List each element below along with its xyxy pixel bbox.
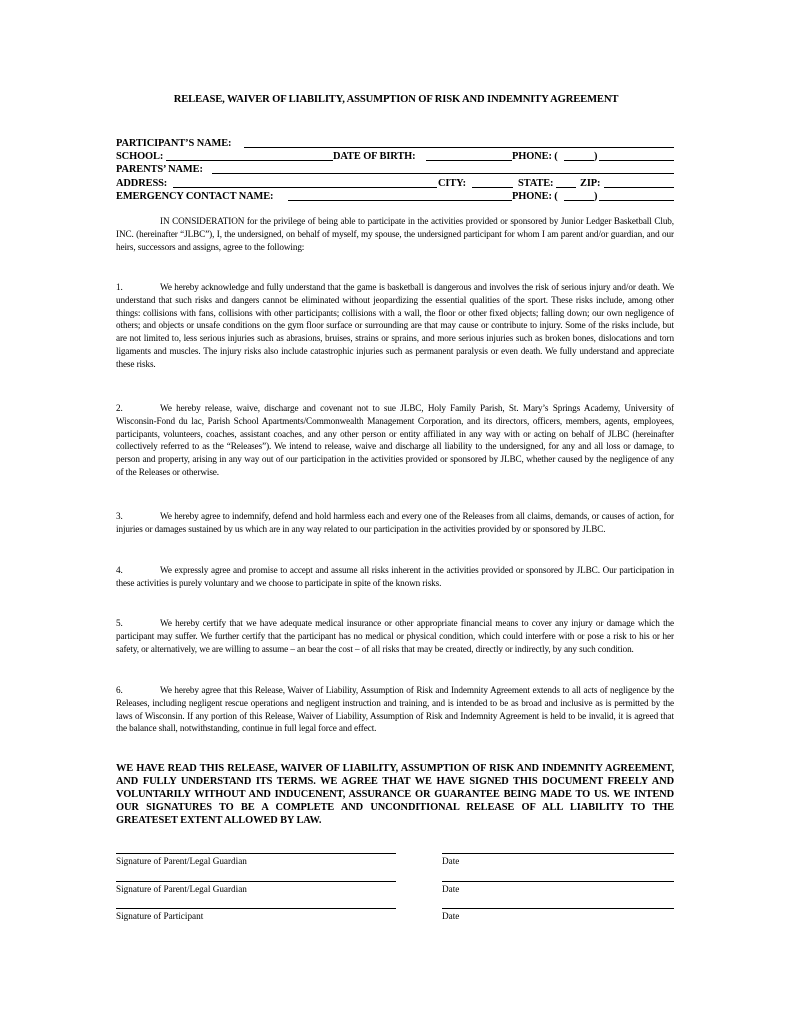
clause-6: [116, 684, 674, 735]
participant-info-form: [116, 137, 674, 203]
signature-label: Signature of Parent/Legal Guardian: [116, 856, 247, 866]
clause-5: [116, 617, 674, 655]
clause-2: [116, 402, 674, 479]
address-row: [116, 177, 674, 190]
participant-name-field[interactable]: [244, 147, 674, 148]
clause-text: We hereby agree that this Release, Waiver of Liability, Assumption of Risk and Indemnity Agreement extends to all acts of negligence by the Releases, including negligent rescue operations and negligent instruction and training, and is intended to be as broad and inclusive as is permitted by the laws of Wisconsin. If any portion of this Release, Waiver of Liability, Assumption of Risk and Indemnity Agreement is held to be invalid, it is agreed that the balance shall, notwithstanding, continue in full legal force and effect.: [116, 685, 674, 734]
document-title: RELEASE, WAIVER OF LIABILITY, ASSUMPTION OF RISK AND INDEMNITY AGREEMENT: [173, 94, 619, 105]
intro-paragraph: IN CONSIDERATION for the privilege of being able to participate in the activities provided or sponsored by Junior Ledger Basketball Club, INC. (hereinafter “JLBC”), I, the undersigned, on behalf of myself, my spouse, the undersigned participant for whom I am parent and/or guardian, and our heirs, successors and assigns, agree to the following:: [116, 216, 674, 252]
date-label: Date: [442, 911, 460, 921]
signature-label: Signature of Participant: [116, 911, 204, 921]
address-field[interactable]: [173, 187, 437, 188]
parents-name-row: [116, 163, 674, 176]
address-label: ADDRESS:: [116, 177, 168, 189]
signature-line[interactable]: [116, 853, 396, 854]
date-of-birth-label: DATE OF BIRTH:: [333, 151, 416, 163]
clause-1: [116, 281, 674, 371]
signature-line[interactable]: [116, 908, 396, 909]
clause-text: We hereby release, waive, discharge and covenant not to sue JLBC, Holy Family Parish, St. Mary’s Springs Academy, University of Wisconsin-Fond du lac, Parish School Apartments/Commonwealth Management Corporation, and its directors, officers, members, agents, employees, participants, volunteers, coaches, assistant coaches, and any other person or entity affiliated in any way with or acting on behalf of JLBC (hereinafter collectively referred to as the “Releases”). We intend to release, waive and discharge all liability to the undersigned, for any and all loss or damage, to person and property, arising in any way out of our participation in the activities provided or sponsored by JLBC, whether caused by the negligence of any of the Releases or otherwise.: [116, 403, 674, 477]
emergency-phone-area-code-field[interactable]: [564, 200, 594, 201]
clause-number: 1.: [116, 282, 123, 292]
clause-number: 5.: [116, 618, 123, 628]
emergency-phone-label: PHONE: (: [512, 190, 558, 202]
phone-number-field[interactable]: [599, 160, 674, 161]
date-line[interactable]: [442, 853, 674, 854]
date-line[interactable]: [442, 881, 674, 882]
clause-number: 2.: [116, 403, 123, 413]
intro-section: [116, 215, 674, 254]
clause-text: We expressly agree and promise to accept and assume all risks inherent in the activities provided or sponsored by JLBC. Our participation in these activities is purely voluntary and we choose to participate in spite of the known risks.: [116, 565, 674, 588]
clause-text: We hereby agree to indemnify, defend and hold harmless each and every one of the Releases from all claims, demands, or causes of action, for injuries or damages sustained by us which are in any way related to our participation in the activities provided by or sponsored by JLBC.: [116, 511, 674, 534]
emergency-contact-label: EMERGENCY CONTACT NAME:: [116, 190, 274, 202]
school-label: SCHOOL:: [116, 151, 164, 163]
clause-number: 4.: [116, 565, 123, 575]
phone-area-code-field[interactable]: [564, 160, 594, 161]
emergency-contact-row: [116, 190, 674, 203]
school-row: [116, 150, 674, 163]
parents-name-label: PARENTS’ NAME:: [116, 164, 203, 176]
clause-text: We hereby acknowledge and fully understand that the game is basketball is dangerous and involves the risk of serious injury and/or death. We understand that such risks and dangers cannot be eliminated without jeopardizing the essential qualities of the sport. These risks include, among other things: collisions with fans, collisions with other participants; collisions with a wall, the floor or other fixed objects; falling down; our own negligence of others; and objects or unsafe conditions on the gym floor surface or surrounding are that may cause or contribute to injury. Some of the risks include, but are not limited to, less serious injuries such as abrasions, bruises, strains or sprains, and more serious injuries such as broken bones, dislocations and torn ligaments and muscles. The injury risks also include catastrophic injuries such as permanent paralysis or even death. We fully understand and appreciate these risks.: [116, 282, 674, 369]
state-label: STATE:: [518, 177, 554, 189]
signature-label: Signature of Parent/Legal Guardian: [116, 884, 247, 894]
date-line[interactable]: [442, 908, 674, 909]
clause-text: We hereby certify that we have adequate medical insurance or other appropriate financial means to cover any injury or damage which the participant may suffer. We further certify that the participant has no medical or physical condition, which could interfere with or pose a risk to his or her safety, or alternatively, we are willing to assume – an bear the cost – of all risks that may be created, directly or indirectly, by any such condition.: [116, 618, 674, 654]
state-field[interactable]: [556, 187, 576, 188]
emergency-phone-close-paren: ): [594, 190, 598, 202]
clause-number: 6.: [116, 685, 123, 695]
zip-field[interactable]: [604, 187, 674, 188]
clause-number: 3.: [116, 511, 123, 521]
clause-3: [116, 510, 674, 536]
date-label: Date: [442, 856, 460, 866]
phone-close-paren: ): [594, 151, 598, 163]
acknowledgment-statement: WE HAVE READ THIS RELEASE, WAIVER OF LIABILITY, ASSUMPTION OF RISK AND INDEMNITY AGREEMENT, AND FULLY UNDERSTAND ITS TERMS. WE AGREE THAT WE HAVE SIGNED THIS DOCUMENT FREELY AND VOLUNTARILY WITHOUT AND INDUCENENT, ASSURANCE OR GUARANTEE BEING MADE TO US. WE INTEND OUR SIGNATURES TO BE A COMPLETE AND UNCONDITIONAL RELEASE OF ALL LIABILITY TO THE GREATESET EXTENT ALLOWED BY LAW.: [116, 763, 674, 826]
city-label: CITY:: [438, 177, 466, 189]
participant-name-label: PARTICIPANT’S NAME:: [116, 138, 232, 149]
date-label: Date: [442, 884, 460, 894]
zip-label: ZIP:: [580, 177, 601, 189]
phone-label: PHONE: (: [512, 151, 558, 163]
parents-name-field[interactable]: [212, 173, 674, 174]
city-field[interactable]: [472, 187, 513, 188]
clause-4: [116, 564, 674, 590]
school-field[interactable]: [166, 160, 333, 161]
participant-name-row: [116, 137, 674, 150]
emergency-phone-number-field[interactable]: [599, 200, 674, 201]
signature-line[interactable]: [116, 881, 396, 882]
date-of-birth-field[interactable]: [426, 160, 512, 161]
emergency-contact-field[interactable]: [288, 200, 512, 201]
